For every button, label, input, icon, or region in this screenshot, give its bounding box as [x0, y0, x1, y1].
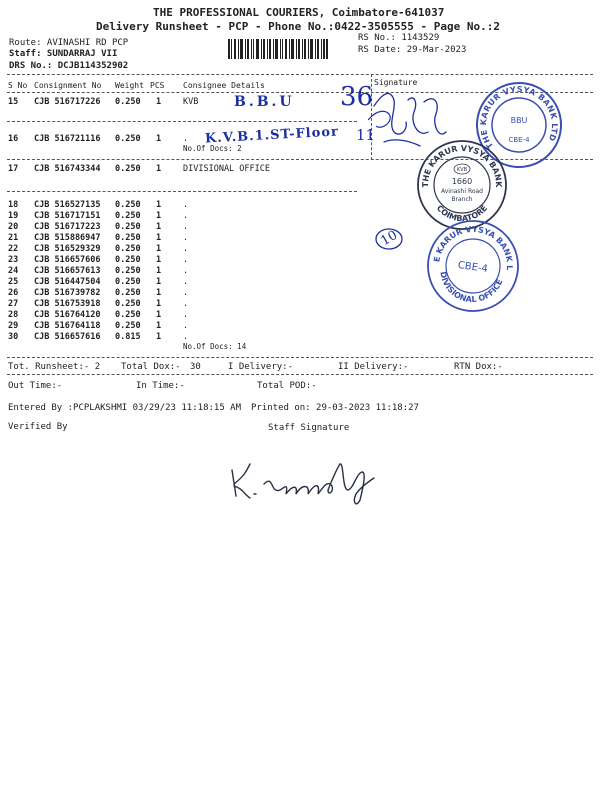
cell-wt: 0.250 [115, 211, 141, 221]
cell-cons: CJB 516447504 [34, 277, 101, 287]
cell-sno: 26 [8, 288, 19, 298]
drs-number: DRS No.: DCJB114352902 [9, 61, 129, 71]
cell-pcs: 1 [156, 211, 162, 221]
rtn-dox: RTN Dox:- [454, 362, 503, 372]
in-time: In Time:- [136, 381, 185, 391]
cell-wt: 0.250 [115, 244, 141, 254]
cell-det: . [183, 134, 189, 144]
cell-cons: CJB 516527135 [34, 200, 101, 210]
stamp3-ring-bottom: DIVISIONAL OFFICE [438, 270, 505, 305]
cell-pcs: 1 [156, 222, 162, 232]
cell-cons: CJB 516753918 [34, 299, 101, 309]
cell-wt: 0.815 [115, 332, 141, 342]
cell-cons: CJB 516721116 [34, 134, 101, 144]
staff-label: Staff: SUNDARRAJ VII [9, 49, 118, 59]
cell-pcs: 1 [156, 288, 162, 298]
cell-sno: 21 [8, 233, 19, 243]
table-row [8, 255, 358, 266]
stamp2-ring-top: THE KARUR VYSYA BANK [420, 143, 504, 188]
cell-wt: 0.250 [115, 321, 141, 331]
stamp1-ring-text: THE KARUR VYSYA BANK LTD [478, 84, 560, 151]
cell-det: . [183, 211, 189, 221]
total-dox-value: 30 [190, 362, 201, 372]
cell-cons: CJB 516657606 [34, 255, 101, 265]
cell-pcs: 1 [156, 244, 162, 254]
cell-wt: 0.250 [115, 233, 141, 243]
cell-det: . [183, 233, 189, 243]
total-dox-label: Total Dox:- [121, 362, 181, 372]
cell-det: . [183, 255, 189, 265]
handwritten-36: 36 [340, 82, 374, 112]
cell-pcs: 1 [156, 332, 162, 342]
verified-by: Verified By [8, 422, 68, 432]
docs-count: No.Of Docs: 2 [183, 144, 242, 153]
cell-sno: 15 [8, 97, 19, 107]
cell-det: . [183, 299, 189, 309]
stamp2-line2: Branch [451, 196, 473, 203]
cell-sno: 22 [8, 244, 19, 254]
i-delivery: I Delivery:- [228, 362, 294, 372]
circle-mark [374, 226, 404, 252]
cell-sno: 29 [8, 321, 19, 331]
svg-text:DIVISIONAL OFFICE [435, 270, 505, 309]
cell-wt: 0.250 [115, 255, 141, 265]
table-row [8, 244, 358, 255]
cell-wt: 0.250 [115, 97, 141, 107]
staff-signature [224, 450, 384, 510]
cell-wt: 0.250 [115, 222, 141, 232]
col-consignment: Consignment No [34, 81, 102, 90]
runsheet-subtitle: Delivery Runsheet - PCP - Phone No.:0422-3505555 - Page No.:2 [96, 20, 500, 33]
table-row [8, 97, 358, 108]
barcode [228, 39, 328, 59]
cell-sno: 16 [8, 134, 19, 144]
cell-cons: CJB 516764118 [34, 321, 101, 331]
cell-pcs: 1 [156, 164, 162, 174]
cell-cons: CJB 516717223 [34, 222, 101, 232]
stamp1-center: BBU [510, 116, 528, 125]
cell-wt: 0.250 [115, 277, 141, 287]
cell-cons: CJB 516717151 [34, 211, 101, 221]
col-weight: Weight [115, 81, 144, 90]
cell-det: . [183, 222, 189, 232]
rs-number: RS No.: 1143529 [358, 33, 440, 43]
route-label: Route: AVINASHI RD PCP [9, 38, 129, 48]
handwritten-bbu: B.B.U [234, 94, 295, 110]
entered-by: Entered By :PCPLAKSHMI 03/29/23 11:18:15 AM [8, 403, 241, 413]
cell-cons: CJB 516717226 [34, 97, 101, 107]
staff-signature-label: Staff Signature [268, 423, 350, 433]
cell-pcs: 1 [156, 200, 162, 210]
cell-sno: 23 [8, 255, 19, 265]
cell-cons: CJB 516529329 [34, 244, 101, 254]
cell-det: . [183, 200, 189, 210]
rs-date: RS Date: 29-Mar-2023 [358, 45, 467, 55]
cell-det: . [183, 310, 189, 320]
cell-wt: 0.250 [115, 134, 141, 144]
col-signature: Signature [374, 78, 418, 87]
handwritten-kvb-floor: K.V.B.1.ST-Floor [204, 124, 340, 147]
cell-det: . [183, 288, 189, 298]
company-title: THE PROFESSIONAL COURIERS, Coimbatore-641037 [153, 6, 445, 19]
cell-sno: 20 [8, 222, 19, 232]
table-row [8, 310, 358, 321]
cell-det: . [183, 266, 189, 276]
cell-det: . [183, 244, 189, 254]
stamp1-code: CBE-4 [508, 136, 530, 144]
cell-wt: 0.250 [115, 310, 141, 320]
cell-det: . [183, 321, 189, 331]
total-pod: Total POD:- [257, 381, 317, 391]
cell-pcs: 1 [156, 266, 162, 276]
stamp3-center: CBE-4 [457, 259, 489, 276]
cell-sno: 19 [8, 211, 19, 221]
cell-wt: 0.250 [115, 266, 141, 276]
cell-sno: 18 [8, 200, 19, 210]
table-row [8, 277, 358, 288]
cell-cons: CJB 515886947 [34, 233, 101, 243]
cell-wt: 0.250 [115, 164, 141, 174]
cell-pcs: 1 [156, 310, 162, 320]
cell-pcs: 1 [156, 233, 162, 243]
table-row [8, 164, 358, 175]
out-time: Out Time:- [8, 381, 63, 391]
cell-pcs: 1 [156, 255, 162, 265]
cell-sno: 24 [8, 266, 19, 276]
cell-wt: 0.250 [115, 299, 141, 309]
table-row [8, 299, 358, 310]
col-sno: S No [8, 81, 28, 90]
cell-pcs: 1 [156, 97, 162, 107]
stamp2-number: 1660 [451, 177, 473, 186]
table-row [8, 200, 358, 211]
bank-stamp-avinashi [416, 139, 508, 231]
cell-det: . [183, 332, 189, 342]
total-runsheet: Tot. Runsheet:- 2 [8, 362, 101, 372]
stamp3-ring-top: THE KARUR VYSYA BANK LTD. [432, 224, 515, 270]
cell-pcs: 1 [156, 134, 162, 144]
cell-cons: CJB 516657613 [34, 266, 101, 276]
cell-det: DIVISIONAL OFFICE [183, 164, 270, 174]
handwritten-10: 10 [378, 227, 401, 250]
cell-sno: 25 [8, 277, 19, 287]
bank-stamp-divisional [426, 219, 520, 313]
cell-sno: 30 [8, 332, 19, 342]
cell-det: KVB [183, 97, 199, 107]
table-row [8, 211, 358, 222]
cell-pcs: 1 [156, 277, 162, 287]
cell-sno: 17 [8, 164, 19, 174]
cell-wt: 0.250 [115, 200, 141, 210]
cell-pcs: 1 [156, 299, 162, 309]
table-row [8, 321, 358, 332]
table-row [8, 222, 358, 233]
handwritten-11: 11 [356, 126, 376, 144]
cell-pcs: 1 [156, 321, 162, 331]
table-row [8, 332, 358, 351]
stamp2-line1: Avinashi Road [440, 188, 484, 195]
table-row [8, 266, 358, 277]
cell-sno: 28 [8, 310, 19, 320]
printed-on: Printed on: 29-03-2023 11:18:27 [251, 403, 419, 413]
table-row [8, 288, 358, 299]
cell-cons: CJB 516739782 [34, 288, 101, 298]
stamp2-kvb: KVB [456, 167, 468, 173]
cell-cons: CJB 516764120 [34, 310, 101, 320]
cell-cons: CJB 516657616 [34, 332, 101, 342]
cell-det: . [183, 277, 189, 287]
col-consignee: Consignee Details [183, 81, 265, 90]
cell-cons: CJB 516743344 [34, 164, 101, 174]
table-row [8, 233, 358, 244]
stamp2-ring-bottom: COIMBATORE [434, 203, 490, 224]
col-pcs: PCS [150, 81, 165, 90]
cell-sno: 27 [8, 299, 19, 309]
cell-wt: 0.250 [115, 288, 141, 298]
docs-count: No.Of Docs: 14 [183, 342, 247, 351]
ii-delivery: II Delivery:- [338, 362, 409, 372]
